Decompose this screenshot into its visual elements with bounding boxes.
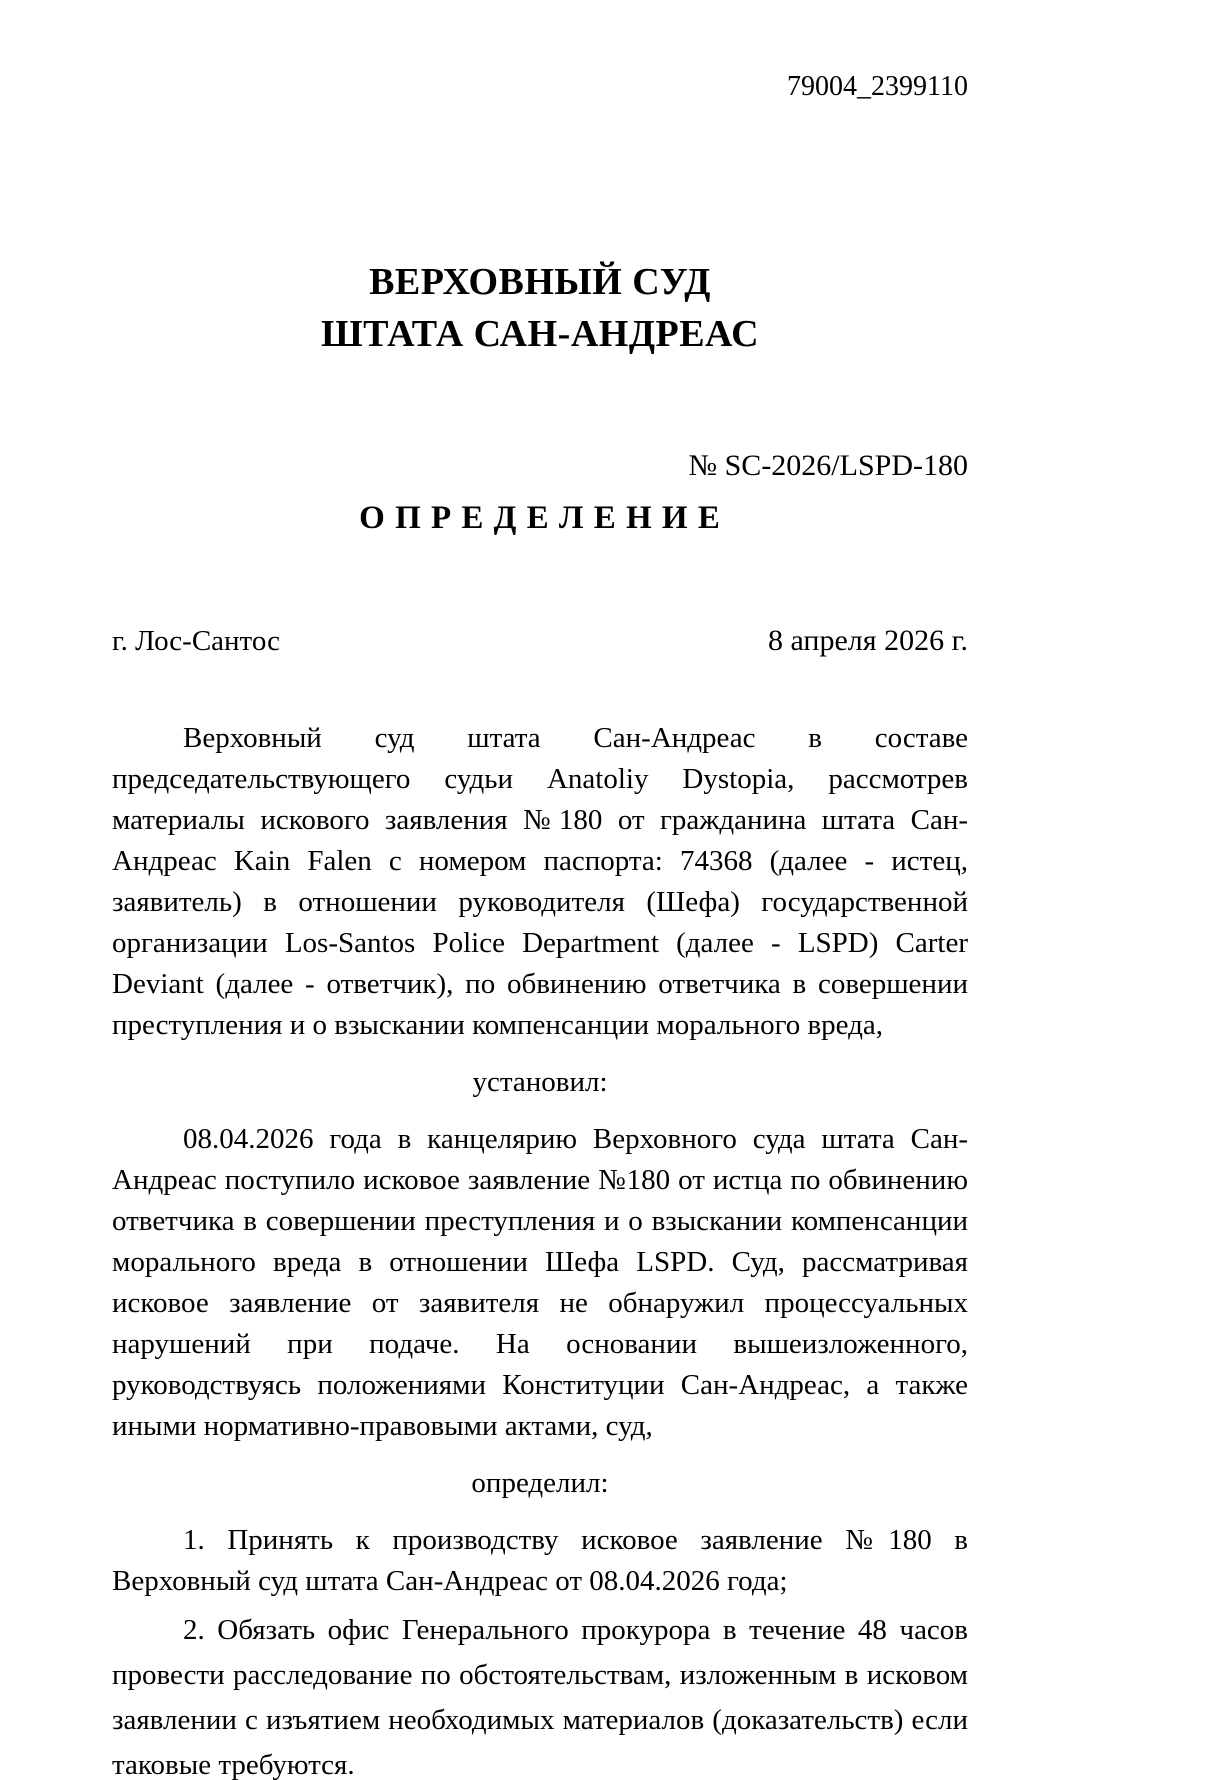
paragraph-intro: Верховный суд штата Сан-Андреас в составе председательствующего судьи Anatoliy Dystopia, рассмотрев материалы искового заявления №180 от гражданина штата Сан-Андреас Kain Falen с номером паспорта: 74368 (далее - истец, заявитель) в отношении руководителя (Шефа) государственной организации Los-Santos Police Department (далее - LSPD) Carter Deviant (далее - ответчик), по обвинению ответчика в совершении преступления и о взыскании компенсанции морального вреда,: [112, 722, 968, 1041]
court-title-line2: ШТАТА САН-АНДРЕАС: [320, 313, 760, 355]
court-title-line1: ВЕРХОВНЫЙ СУД: [369, 261, 711, 303]
court-title: [112, 256, 968, 360]
paragraph-facts: 08.04.2026 года в канцелярию Верховного суда штата Сан-Андреас поступило исковое заявление №180 от истца по обвинению ответчика в совершении преступления и о взыскании компенсанции морального вреда в отношении Шефа LSPD. Суд, рассматривая исковое заявление от заявителя не обнаружил процессуальных нарушений при подаче. На основании вышеизложенного, руководствуясь положениями Конституции Сан-Андреас, а также иными нормативно-правовыми актами, суд,: [112, 1123, 968, 1442]
document-id: 79004_2399110: [787, 71, 968, 102]
section-label-opredelil: определил:: [471, 1467, 609, 1499]
rulings-list: [112, 1520, 968, 1780]
issue-date: 8 апреля 2026 г.: [768, 624, 968, 657]
section-label-ustanovil: установил:: [472, 1066, 608, 1098]
case-number: № SC-2026/LSPD-180: [688, 449, 968, 482]
place-date-row: [112, 624, 968, 658]
ruling-item-2: 2. Обязать офис Генерального прокурора в течение 48 часов провести расследование по обстоятельствам, изложенным в исковом заявлении с изъятием необходимых материалов (доказательств) если таковые требуются.: [112, 1614, 968, 1780]
document-type-heading: О П Р Е Д Е Л Е Н И Е: [359, 500, 721, 536]
issue-place: г. Лос-Сантос: [112, 625, 280, 657]
ruling-item-1: 1. Принять к производству исковое заявление №180 в Верховный суд штата Сан-Андреас от 08.04.2026 года;: [112, 1524, 968, 1597]
